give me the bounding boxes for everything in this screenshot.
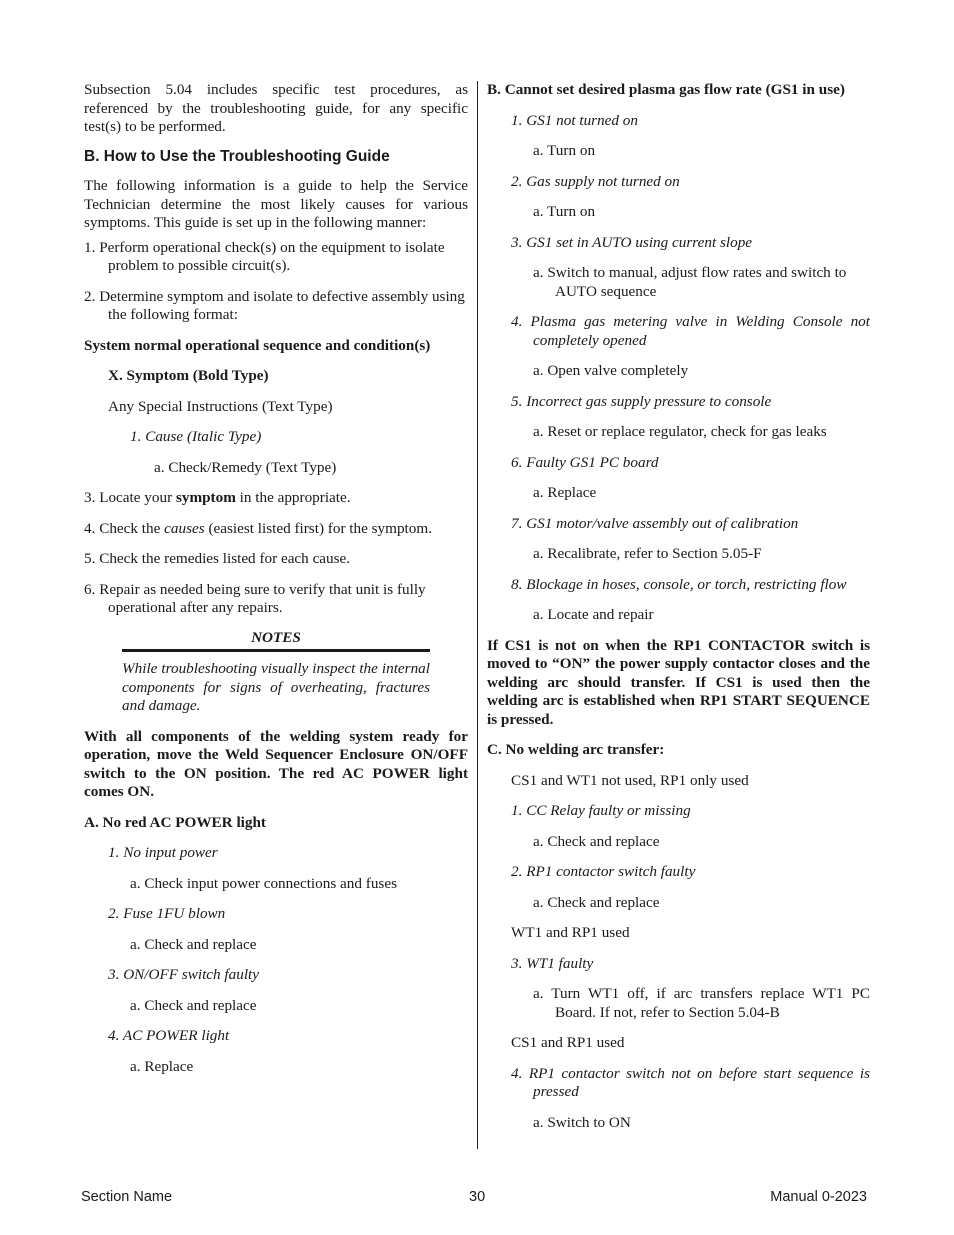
b-remedy-3-wrap <box>487 264 870 301</box>
format-instructions: Any Special Instructions (Text Type) <box>108 397 333 415</box>
c-remedy-2: a. Check and replace <box>533 893 660 911</box>
right-column <box>487 81 870 1132</box>
notes-body: While troubleshooting visually inspect the internal components for signs of overheating, fractures and damage. <box>122 660 430 714</box>
b-remedy-2: a. Turn on <box>533 203 596 220</box>
footer-section-name: Section Name <box>81 1189 173 1205</box>
a-remedy-3: a. Check and replace <box>130 996 257 1014</box>
step-5: 5. Check the remedies listed for each cause. <box>84 550 351 567</box>
c-cause-3: 3. WT1 faulty <box>511 954 594 972</box>
c-remedy-4: a. Switch to ON <box>533 1113 631 1131</box>
a-remedy-1: a. Check input power connections and fuses <box>130 874 397 892</box>
b-remedy-6: a. Replace <box>533 484 597 501</box>
format-remedy: a. Check/Remedy (Text Type) <box>154 458 337 476</box>
power-on-paragraph: With all components of the welding system ready for operation, move the Weld Sequencer Enclosure ON/OFF switch to the ON position. The red AC POWER light comes ON. <box>84 727 468 800</box>
notes-rule <box>122 649 430 652</box>
c-group-1: CS1 and WT1 not used, RP1 only used <box>511 771 749 789</box>
a-remedy-2: a. Check and replace <box>130 935 257 953</box>
footer-page-number: 30 <box>469 1189 486 1205</box>
c-cause-1: 1. CC Relay faulty or missing <box>511 802 691 819</box>
notes-title: NOTES <box>251 628 301 646</box>
c-remedy-3: a. Turn WT1 off, if arc transfers replace WT1 PC Board. If not, refer to Section 5.04-B <box>533 985 870 1021</box>
step-2: 2. Determine symptom and isolate to defective assembly using the following format: <box>84 287 465 323</box>
section-b-title: B. Cannot set desired plasma gas flow rate (GS1 in use) <box>487 81 845 98</box>
b-cause-2: 2. Gas supply not turned on <box>511 172 680 190</box>
step-3-bold: symptom <box>175 489 236 506</box>
c-remedy-3-wrap <box>487 985 870 1022</box>
guide-paragraph: The following information is a guide to help the Service Technician determine the most likely causes for various symptoms. This guide is set up in the following manner: <box>84 177 468 231</box>
a-cause-1: 1. No input power <box>108 844 218 861</box>
page-footer <box>81 1188 867 1208</box>
c-remedy-1: a. Check and replace <box>533 832 660 850</box>
format-system-line: System normal operational sequence and condition(s) <box>84 336 431 354</box>
b-remedy-1: a. Turn on <box>533 142 596 159</box>
c-group-2: WT1 and RP1 used <box>511 924 630 941</box>
format-cause: 1. Cause (Italic Type) <box>130 428 262 445</box>
step-4-pre: 4. Check the <box>84 519 165 537</box>
c-cause-2: 2. RP1 contactor switch faulty <box>511 863 696 880</box>
a-cause-2: 2. Fuse 1FU blown <box>108 905 226 922</box>
step-6: 6. Repair as needed being sure to verify that unit is fully operational after any repairs. <box>84 580 426 616</box>
section-c-title: C. No welding arc transfer: <box>487 741 665 758</box>
step-4-italic: causes <box>164 519 205 537</box>
b-remedy-5: a. Reset or replace regulator, check for gas leaks <box>533 423 827 440</box>
step-1: 1. Perform operational check(s) on the equipment to isolate problem to possible circuit(s). <box>84 238 445 274</box>
a-cause-3: 3. ON/OFF switch faulty <box>108 966 260 983</box>
a-remedy-4: a. Replace <box>130 1057 194 1075</box>
b-cause-7: 7. GS1 motor/valve assembly out of calibration <box>511 514 799 532</box>
column-divider <box>477 81 478 1149</box>
c-cause-4-wrap <box>487 1065 870 1102</box>
b-remedy-7: a. Recalibrate, refer to Section 5.05-F <box>533 545 762 562</box>
intro-paragraph: Subsection 5.04 includes specific test procedures, as referenced by the troubleshooting guide, for any specific test(s) to be performed. <box>84 81 468 135</box>
b-cause-4: 4. Plasma gas metering valve in Welding Console not completely opened <box>511 313 870 349</box>
b-cause-4-wrap <box>487 313 870 350</box>
b-remedy-8: a. Locate and repair <box>533 606 654 623</box>
footer-manual-number: Manual 0-2023 <box>770 1189 867 1205</box>
c-group-3: CS1 and RP1 used <box>511 1034 625 1051</box>
c-cause-4: 4. RP1 contactor switch not on before start sequence is pressed <box>511 1064 870 1100</box>
left-column <box>84 81 468 1076</box>
step-3-post: in the appropriate. <box>235 489 351 506</box>
b-remedy-4: a. Open valve completely <box>533 362 689 379</box>
b-cause-3: 3. GS1 set in AUTO using current slope <box>511 233 753 251</box>
b-cause-1: 1. GS1 not turned on <box>511 111 638 129</box>
b-cause-5: 5. Incorrect gas supply pressure to console <box>511 392 772 410</box>
step-3 <box>84 489 468 508</box>
format-symptom: X. Symptom (Bold Type) <box>108 367 269 384</box>
a-cause-4: 4. AC POWER light <box>108 1027 230 1044</box>
step-3-pre: 3. Locate your <box>84 489 176 506</box>
arc-transfer-paragraph: If CS1 is not on when the RP1 CONTACTOR switch is moved to “ON” the power supply contactor closes and the welding arc should transfer. If CS1 is used then the welding arc is established when RP1 START SEQUENCE is pressed. <box>487 636 870 728</box>
b-remedy-3: a. Switch to manual, adjust flow rates and switch to AUTO sequence <box>533 264 847 300</box>
section-heading: B. How to Use the Troubleshooting Guide <box>84 147 390 165</box>
step-4 <box>84 520 468 539</box>
b-cause-8: 8. Blockage in hoses, console, or torch, restricting flow <box>511 575 847 593</box>
b-cause-6: 6. Faulty GS1 PC board <box>511 453 659 471</box>
step-4-post: (easiest listed first) for the symptom. <box>204 519 432 537</box>
section-a-title: A. No red AC POWER light <box>84 813 266 831</box>
